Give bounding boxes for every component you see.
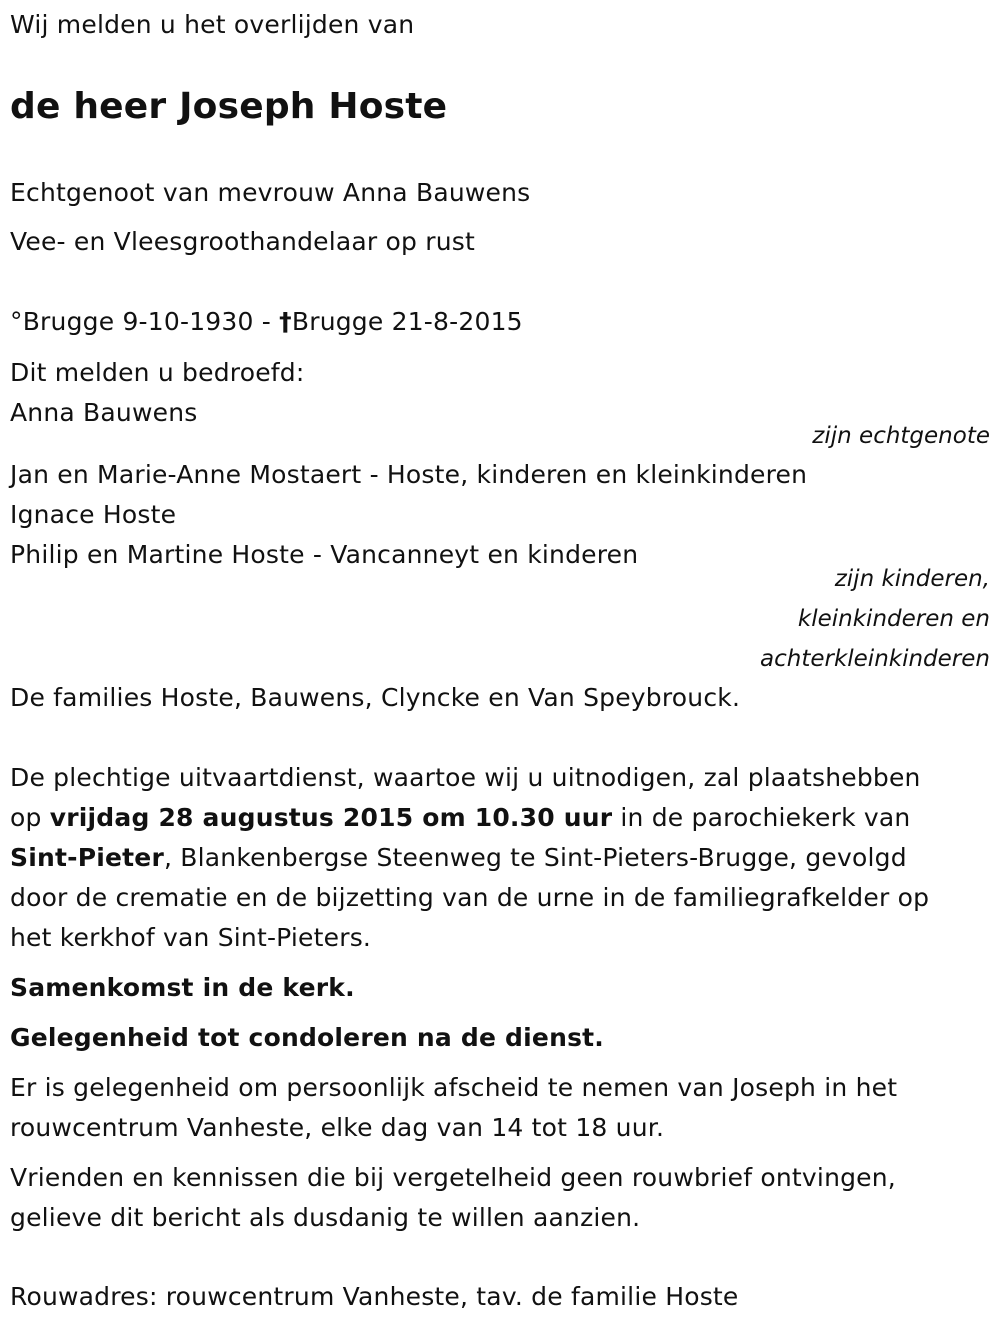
gathering-line: Samenkomst in de kerk. <box>10 973 355 1002</box>
notice-line: gelieve dit bericht als dusdanig te willen aanzien. <box>10 1203 641 1232</box>
children-role-line: kleinkinderen en <box>797 606 990 632</box>
mourner-spouse-role: zijn echtgenote <box>812 423 990 449</box>
service-line: het kerkhof van Sint-Pieters. <box>10 923 372 952</box>
mourner-child: Jan en Marie-Anne Mostaert - Hoste, kinderen en kleinkinderen <box>10 460 808 489</box>
service-line: De plechtige uitvaartdienst, waartoe wij u uitnodigen, zal plaatshebben <box>10 763 921 792</box>
spouse-line: Echtgenoot van mevrouw Anna Bauwens <box>10 178 531 207</box>
service-line <box>10 838 907 878</box>
service-line <box>10 798 910 838</box>
birth-date: Brugge 9-10-1930 <box>22 307 254 336</box>
profession-line: Vee- en Vleesgroothandelaar op rust <box>10 227 476 256</box>
service-text: op <box>10 803 50 832</box>
mourner-spouse-name: Anna Bauwens <box>10 398 198 427</box>
service-line: door de crematie en de bijzetting van de urne in de familiegrafkelder op <box>10 883 930 912</box>
address-line: Rouwadres: rouwcentrum Vanheste, tav. de familie Hoste <box>10 1282 739 1311</box>
death-cross-icon: † <box>279 307 292 336</box>
date-separator: - <box>253 307 280 336</box>
farewell-line: rouwcentrum Vanheste, elke dag van 14 tot 18 uur. <box>10 1113 665 1142</box>
farewell-line: Er is gelegenheid om persoonlijk afscheid te nemen van Joseph in het <box>10 1073 898 1102</box>
mourner-child: Ignace Hoste <box>10 500 177 529</box>
children-role-line: achterkleinkinderen <box>760 646 990 672</box>
condolences-line: Gelegenheid tot condoleren na de dienst. <box>10 1023 604 1052</box>
death-date: Brugge 21-8-2015 <box>291 307 523 336</box>
birth-symbol: ° <box>10 307 23 336</box>
service-date-time: vrijdag 28 augustus 2015 om 10.30 uur <box>49 803 613 832</box>
service-text: in de parochiekerk van <box>612 803 911 832</box>
notice-line: Vrienden en kennissen die bij vergetelheid geen rouwbrief ontvingen, <box>10 1163 896 1192</box>
children-role-line: zijn kinderen, <box>834 566 990 592</box>
life-dates <box>10 302 523 342</box>
intro-text: Wij melden u het overlijden van <box>10 10 415 39</box>
service-text: , Blankenbergse Steenweg te Sint-Pieters-Brugge, gevolgd <box>163 843 907 872</box>
service-church: Sint-Pieter <box>10 843 164 872</box>
mourners-intro: Dit melden u bedroefd: <box>10 358 305 387</box>
mourner-child: Philip en Martine Hoste - Vancanneyt en kinderen <box>10 540 639 569</box>
deceased-name: de heer Joseph Hoste <box>10 86 448 127</box>
families-line: De families Hoste, Bauwens, Clyncke en Van Speybrouck. <box>10 683 741 712</box>
